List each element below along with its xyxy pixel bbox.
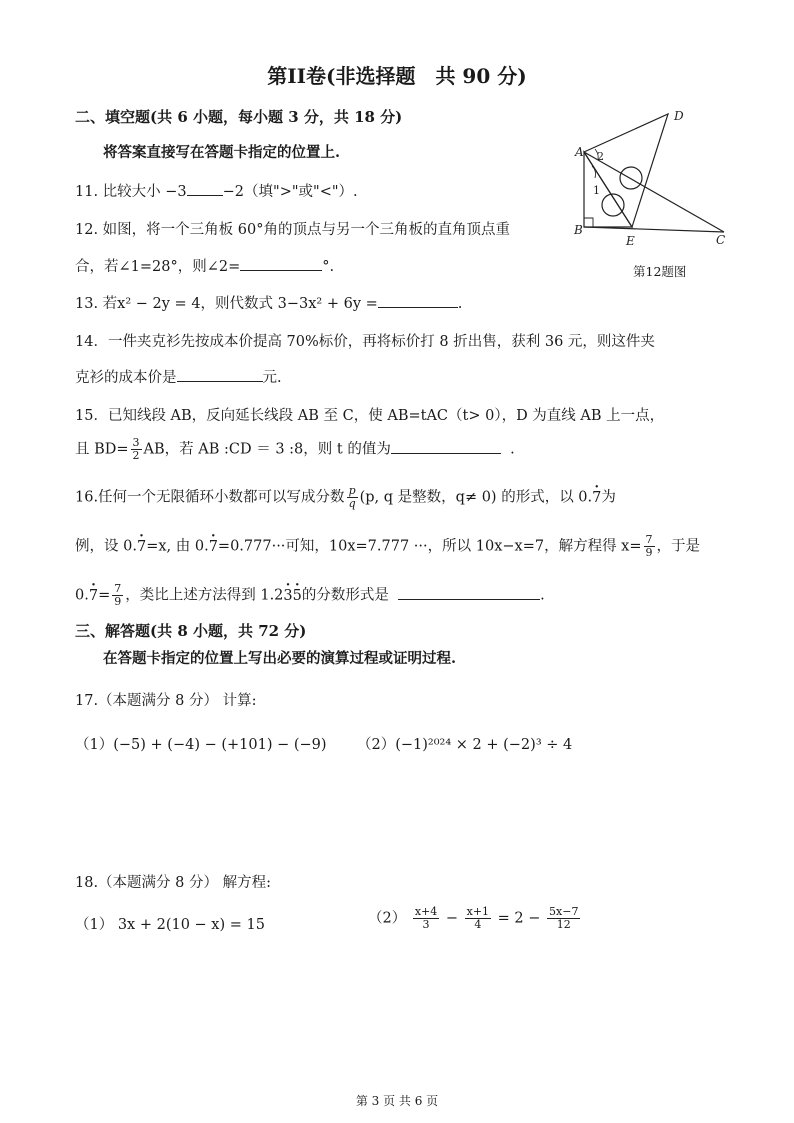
right-angle-mark: [584, 218, 593, 227]
q13-text-b: .: [457, 296, 463, 312]
q15-line2-b: AB，若 AB :CD ＝ 3 :8，则 t 的值为: [143, 441, 391, 458]
q16-repeating-7d: · 7: [89, 588, 98, 604]
q16-line3-e: .: [540, 587, 545, 604]
q18-fraction-1: [413, 906, 439, 931]
q18-minus: −: [445, 910, 459, 927]
figure-12: [566, 104, 736, 282]
q16-line2-b: =x, 由 0.: [146, 538, 209, 555]
q18-f1-num: x+4: [414, 905, 438, 918]
question-16-line3: [75, 583, 545, 608]
section3-instruction: 在答题卡指定的位置上写出必要的演算过程或证明过程.: [103, 650, 457, 667]
q18-f2-den: 4: [474, 918, 482, 931]
question-18-part2: [368, 906, 582, 931]
question-11: [75, 180, 358, 201]
q16-line2-d: ，于是: [656, 538, 701, 555]
q14-line2-b: 元.: [262, 370, 282, 386]
q16-line2-c: =0.777···可知，10x=7.777 ···，所以 10x−x=7，解方程得 x=: [217, 538, 642, 555]
section3-heading: 三、解答题(共 8 小题，共 72 分): [75, 622, 307, 640]
q16-frac-p: p: [348, 484, 356, 497]
question-15-line1: 15．已知线段 AB，反向延长线段 AB 至 C，使 AB=tAC（t> 0），D 为直线 AB 上一点，: [75, 408, 665, 424]
q12-line2-a: 合，若∠1=28°，则∠2=: [75, 259, 241, 275]
q12-answer-blank[interactable]: [240, 256, 322, 271]
q18-equals: = 2 −: [497, 910, 541, 927]
line-bc: [584, 227, 724, 232]
q18-fraction-2: [465, 906, 491, 931]
q18-f3-den: 12: [556, 918, 571, 931]
section2-instruction: [103, 141, 340, 162]
question-18-head: 18.（本题满分 8 分） 解方程:: [75, 875, 271, 891]
question-13: [75, 292, 462, 313]
q11-answer-blank[interactable]: [187, 181, 223, 196]
q15-frac-num: 3: [132, 436, 140, 449]
label-angle-1: 1: [593, 184, 600, 197]
q18-f3-num: 5x−7: [549, 905, 579, 918]
q16-line3-d: 的分数形式是: [301, 587, 389, 604]
q12-line2-b: °.: [322, 259, 335, 275]
q16-frac-den: 9: [645, 546, 653, 559]
q13-number: 13.: [75, 296, 99, 312]
question-14-line1: 14．一件夹克衫先按成本价提高 70%标价，再将标价打 8 折出售，获利 36 元，则这件夹: [75, 334, 655, 350]
q13-answer-blank[interactable]: [378, 293, 458, 308]
label-d: D: [674, 109, 684, 123]
q16-line3-a: 0.: [75, 587, 89, 604]
q14-answer-blank[interactable]: [177, 367, 263, 382]
q16-line3-b: =: [98, 587, 111, 604]
q18-f1-den: 3: [422, 918, 430, 931]
question-17-head: 17.（本题满分 8 分） 计算:: [75, 693, 257, 709]
q18-f2-num: x+1: [466, 905, 490, 918]
q11-text-a: 比较大小 −3: [102, 184, 187, 200]
q12-number: 12.: [75, 222, 99, 238]
q16-fraction-pq: [347, 485, 358, 510]
q15-frac-den: 2: [132, 449, 140, 462]
label-c: C: [716, 233, 726, 247]
page-title: 第II卷(非选择题 共 90 分): [267, 64, 527, 88]
q12-line1: 如图，将一个三角板 60°角的顶点与另一个三角板的直角顶点重: [102, 222, 510, 238]
q16-answer-blank[interactable]: [398, 585, 540, 600]
label-a: A: [575, 145, 584, 159]
q15-line2-a: 且 BD=: [75, 441, 129, 458]
q16-line1-a: 16.任何一个无限循环小数都可以写成分数: [75, 489, 345, 506]
q16-line2-a: 例，设 0.: [75, 538, 137, 555]
q18-part2-label: （2）: [368, 910, 407, 927]
q11-text-b: −2（填">"或"<"）.: [222, 184, 358, 200]
q16-frac-num: 7: [645, 533, 653, 546]
q18-fraction-3: [547, 906, 580, 931]
label-angle-2: 2: [597, 150, 604, 163]
q16-repeating-3: · 3: [283, 588, 292, 604]
q11-number: 11.: [75, 184, 99, 200]
question-18-part1: （1） 3x + 2(10 − x) = 15: [75, 917, 265, 933]
q16-repeating-5: · 5: [293, 588, 302, 604]
q16-line1-b: (p, q 是整数，q≠ 0) 的形式，以 0.: [359, 489, 593, 506]
label-b: B: [574, 223, 583, 237]
triangle-hole-1: [620, 167, 642, 189]
q16-fraction-7-9: [644, 534, 655, 559]
q14-line2-a: 克衫的成本价是: [75, 370, 177, 386]
page-footer: 第 3 页 共 6 页: [355, 1094, 439, 1108]
question-16-line1: [75, 485, 616, 510]
line-ac: [584, 152, 724, 232]
q16-line1-c: 为: [601, 489, 616, 506]
question-16-line2: [75, 534, 700, 559]
q15-answer-blank[interactable]: [391, 439, 501, 454]
q16-repeating-7: · 7: [592, 490, 601, 506]
q16-repeating-7c: · 7: [209, 539, 218, 555]
q16-frac-num-b: 7: [114, 582, 122, 595]
q16-line3-c: ，类比上述方法得到 1.2: [125, 587, 284, 604]
section2-instruction-text: 将答案直接写在答题卡指定的位置上.: [103, 144, 341, 161]
question-12-line1: [75, 218, 510, 239]
figure-12-caption: 第12题图: [633, 264, 687, 279]
q15-fraction: [131, 437, 142, 462]
q13-text-a: 若x² − 2y = 4，则代数式 3−3x² + 6y =: [102, 296, 378, 312]
label-e: E: [626, 234, 635, 248]
question-12-line2: [75, 255, 334, 276]
section2-heading: 二、填空题(共 6 小题，每小题 3 分，共 18 分): [75, 108, 403, 126]
question-17-part2: （2）(−1)²⁰²⁴ × 2 + (−2)³ ÷ 4: [357, 737, 573, 753]
question-14-line2: [75, 366, 282, 387]
q16-fraction-7-9b: [112, 583, 123, 608]
question-15-line2: [75, 437, 515, 462]
angle-1-arc: [592, 166, 596, 178]
triangle-60-degree: [584, 114, 668, 227]
q15-line2-c: .: [510, 441, 515, 458]
question-17-part1: （1）(−5) + (−4) − (+101) − (−9): [75, 737, 327, 753]
q16-repeating-7b: · 7: [137, 539, 146, 555]
q16-frac-den-b: 9: [114, 595, 122, 608]
q16-frac-q: q: [348, 497, 356, 510]
